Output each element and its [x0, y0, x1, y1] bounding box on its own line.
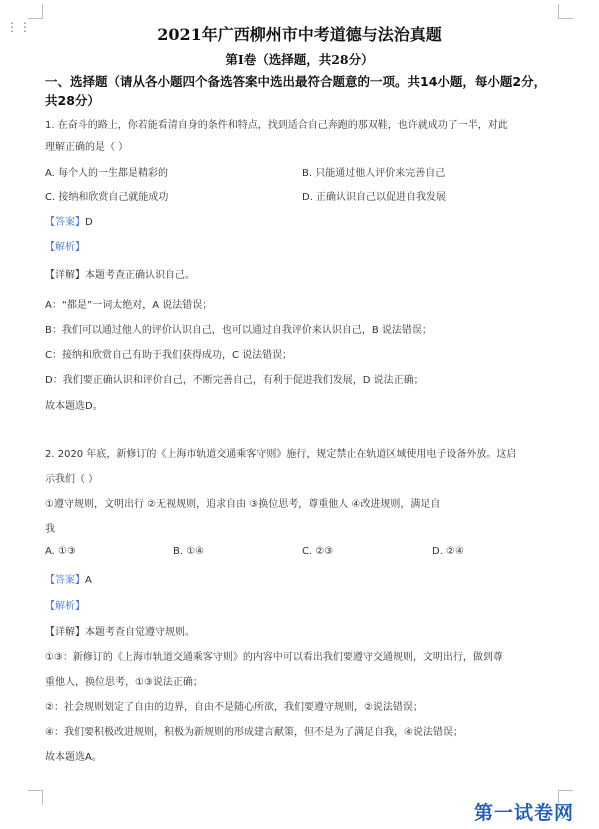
q2-answer-label: 【答案】: [45, 575, 85, 586]
q2-line4: ④：我们要积极改进规则，积极为新规则的形成建言献策，但不是为了满足自我，④说法错误；: [45, 727, 463, 738]
section-heading-line2: 共28分）: [45, 93, 100, 108]
q1-option-d: D. 正确认识自己以促进自我发展: [302, 192, 447, 203]
q2-option-b: B. ①④: [173, 546, 205, 557]
q2-analysis-label: 【解析】: [45, 601, 85, 612]
q2-answer-value: A: [85, 575, 92, 586]
q2-items-line2: 我: [45, 524, 55, 535]
watermark-logo: 第一试卷网: [474, 802, 575, 824]
q1-line-b: B：我们可以通过他人的评价认识自己，也可以通过自我评价来认识自己，B 说法错误；: [45, 325, 432, 336]
crop-mark-top-right: [558, 4, 573, 19]
crop-mark-top-left: [28, 4, 43, 19]
q2-items-line1: ①遵守规则，文明出行 ②无视规则，追求自由 ③换位思考，尊重他人 ④改进规则，满足自: [45, 499, 441, 510]
q2-line3: ②：社会规则划定了自由的边界，自由不是随心所欲，我们要遵守规则，②说法错误；: [45, 702, 423, 713]
page-title: 2021年广西柳州市中考道德与法治真题: [157, 25, 442, 44]
q1-option-a: A. 每个人的一生都是精彩的: [45, 168, 169, 179]
q1-option-b: B. 只能通过他人评价来完善自己: [302, 168, 446, 179]
q1-conclusion: 故本题选D。: [45, 401, 103, 412]
q1-stem-line2: 理解正确的是（ ）: [45, 142, 129, 153]
q2-stem-line2: 示我们（ ）: [45, 474, 99, 485]
section-heading-line1: 一、选择题（请从各小题四个备选答案中选出最符合题意的一项。共14小题，每小题2分，: [45, 74, 547, 89]
drag-handle-icon[interactable]: ⋮⋮: [6, 20, 32, 34]
q1-answer-label: 【答案】: [45, 217, 85, 228]
q1-detail: 【详解】本题考查正确认识自己。: [45, 270, 195, 281]
q1-line-d: D：我们要正确认识和评价自己，不断完善自己，有利于促进我们发展，D 说法正确；: [45, 375, 424, 386]
crop-mark-bottom-left: [28, 790, 43, 805]
q1-answer: [45, 213, 93, 228]
page-subtitle: 第Ⅰ卷（选择题，共28分）: [225, 52, 374, 67]
q1-analysis-label: 【解析】: [45, 242, 85, 253]
q2-detail: 【详解】本题考查自觉遵守规则。: [45, 627, 195, 638]
q2-option-c: C. ②③: [302, 546, 334, 557]
q2-option-d: D. ②④: [432, 546, 464, 557]
q2-stem-line1: 2. 2020 年底，新修订的《上海市轨道交通乘客守则》施行，规定禁止在轨道区域使用电子设备外放。这启: [45, 449, 517, 460]
q2-line2: 重他人，换位思考，①③说法正确；: [45, 677, 203, 688]
q1-line-c: C：接纳和欣赏自己有助于我们获得成功，C 说法错误；: [45, 350, 293, 361]
q1-answer-value: D: [85, 217, 93, 228]
q2-answer: [45, 571, 92, 586]
q1-stem-line1: 1. 在奋斗的路上，你若能看清自身的条件和特点，找到适合自己奔跑的那双鞋，也许就成功了一半，对此: [45, 120, 508, 131]
q1-option-c: C. 接纳和欣赏自己就能成功: [45, 192, 169, 203]
q1-line-a: A：“都是”一词太绝对，A 说法错误；: [45, 300, 213, 311]
q2-line1: ①③：新修订的《上海市轨道交通乘客守则》的内容中可以看出我们要遵守交通规则，文明出行，做到尊: [45, 652, 503, 663]
q2-conclusion: 故本题选A。: [45, 752, 102, 763]
q2-option-a: A. ①③: [45, 546, 76, 557]
